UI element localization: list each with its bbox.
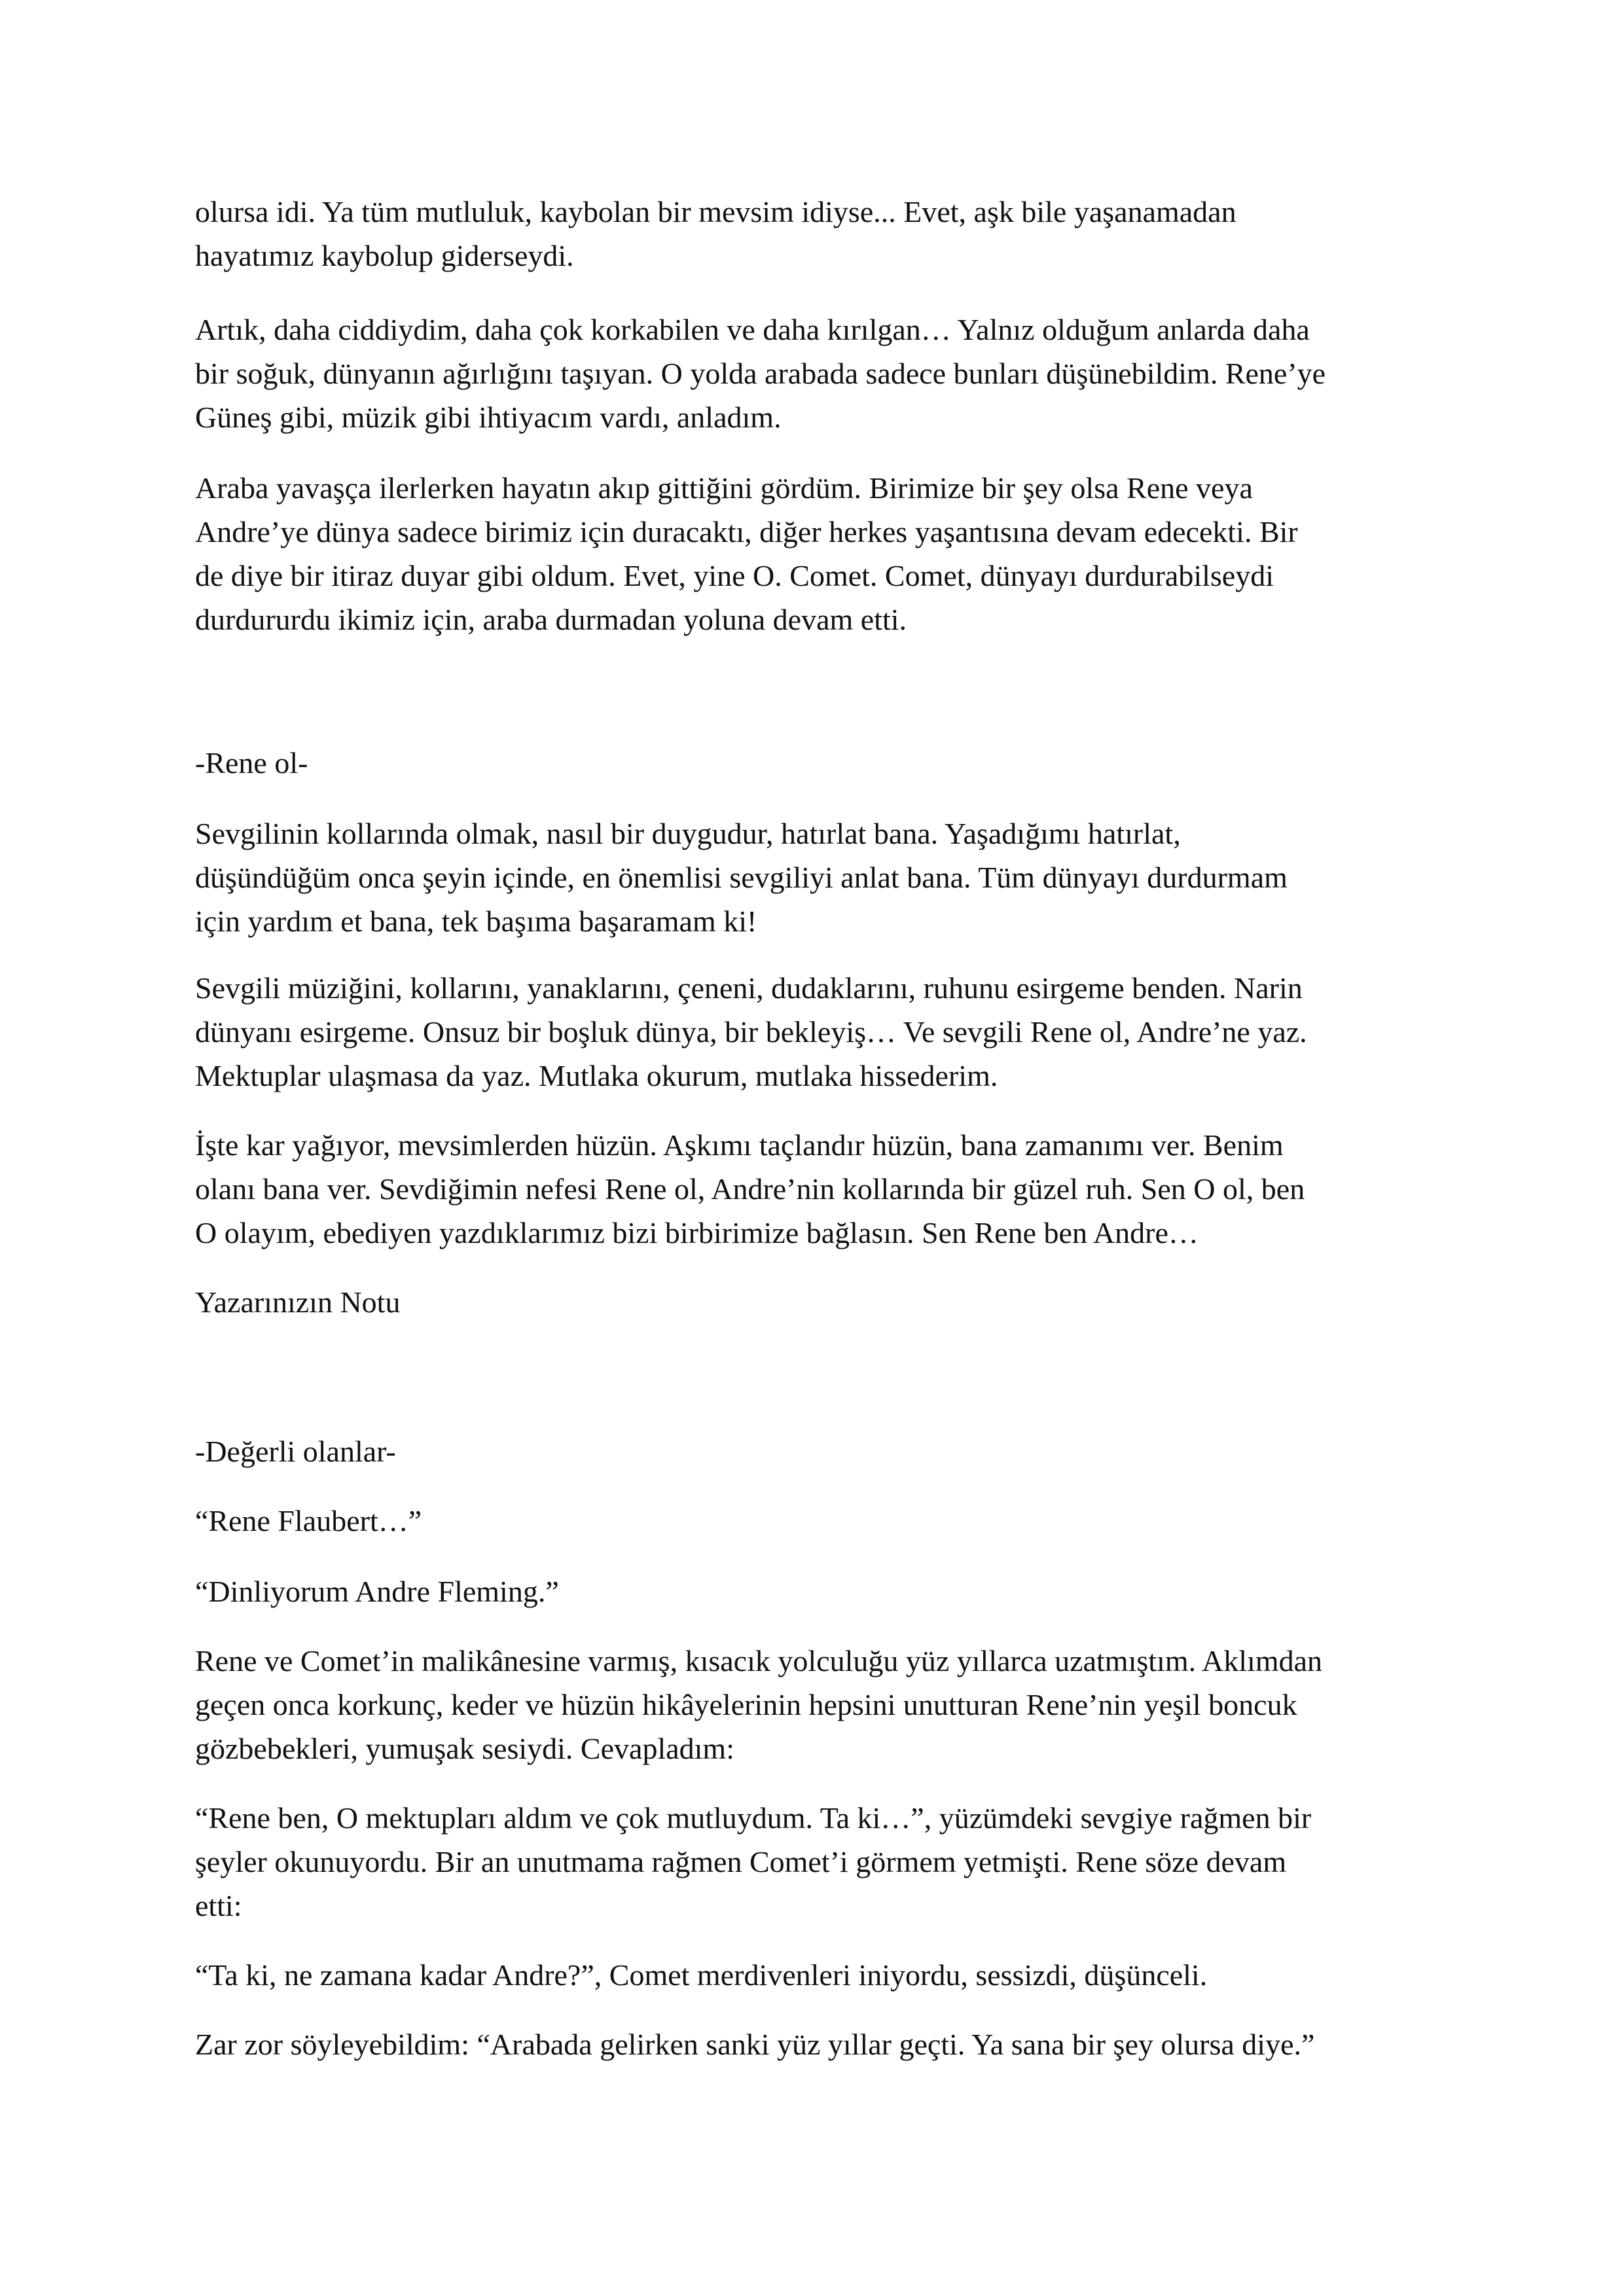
paragraph-13 <box>195 1796 1439 1928</box>
paragraph-7 <box>195 1123 1439 1255</box>
text-line: Sevgilinin kollarında olmak, nasıl bir duygudur, hatırlat bana. Yaşadığımı hatırlat, <box>195 817 1181 850</box>
text-line: Andre’ye dünya sadece birimiz için duracaktı, diğer herkes yaşantısına devam edecekti. Bir <box>195 515 1298 548</box>
paragraph-6 <box>195 966 1439 1098</box>
text-line: olursa idi. Ya tüm mutluluk, kaybolan bir mevsim idiyse... Evet, aşk bile yaşanamadan <box>195 195 1236 228</box>
text-line: Artık, daha ciddiydim, daha çok korkabilen ve daha kırılgan… Yalnız olduğum anlarda daha <box>195 313 1310 346</box>
text-line: Yazarınızın Notu <box>195 1285 401 1319</box>
text-line: hayatımız kaybolup giderseydi. <box>195 239 574 272</box>
text-line: Rene ve Comet’in malikânesine varmış, kısacık yolculuğu yüz yıllarca uzatmıştım. Aklımdan <box>195 1644 1323 1677</box>
text-line: gözbebekleri, yumuşak sesiydi. Cevapladım: <box>195 1732 734 1765</box>
paragraph-12 <box>195 1639 1439 1770</box>
paragraph-3 <box>195 466 1439 641</box>
text-line: dünyanı esirgeme. Onsuz bir boşluk dünya, bir bekleyiş… Ve sevgili Rene ol, Andre’ne yaz. <box>195 1015 1307 1049</box>
paragraph-2 <box>195 308 1439 439</box>
text-line: etti: <box>195 1889 242 1922</box>
dialogue-line-1 <box>195 1499 1439 1543</box>
text-line: olanı bana ver. Sevdiğimin nefesi Rene ol, Andre’nin kollarında bir güzel ruh. Sen O ol, ben <box>195 1172 1305 1206</box>
text-line: düşündüğüm onca şeyin içinde, en önemlisi sevgiliyi anlat bana. Tüm dünyayı durdurmam <box>195 861 1288 894</box>
text-line: için yardım et bana, tek başıma başaramam ki! <box>195 905 757 938</box>
text-line: Sevgili müziğini, kollarını, yanaklarını, çeneni, dudaklarını, ruhunu esirgeme benden. Narin <box>195 971 1303 1005</box>
text-line: de diye bir itiraz duyar gibi oldum. Evet, yine O. Comet. Comet, dünyayı durdurabilseydi <box>195 559 1274 592</box>
text-line: -Rene ol- <box>195 746 308 780</box>
text-line: “Ta ki, ne zamana kadar Andre?”, Comet merdivenleri iniyordu, sessizdi, düşünceli. <box>195 1958 1208 1992</box>
text-line: İşte kar yağıyor, mevsimlerden hüzün. Aşkımı taçlandır hüzün, bana zamanımı ver. Benim <box>195 1128 1284 1162</box>
section-heading-rene-ol <box>195 741 1439 785</box>
text-line: Mektuplar ulaşmasa da yaz. Mutlaka okurum, mutlaka hissederim. <box>195 1059 998 1092</box>
text-line: “Rene Flaubert…” <box>195 1504 422 1537</box>
text-line: Araba yavaşça ilerlerken hayatın akıp gittiğini gördüm. Birimize bir şey olsa Rene veya <box>195 471 1253 505</box>
text-line: Zar zor söyleyebildim: “Arabada gelirken sanki yüz yıllar geçti. Ya sana bir şey olursa diye.” <box>195 2028 1315 2061</box>
dialogue-line-2 <box>195 1570 1439 1613</box>
text-line: şeyler okunuyordu. Bir an unutmama rağmen Comet’i görmem yetmişti. Rene söze devam <box>195 1845 1287 1878</box>
text-line: bir soğuk, dünyanın ağırlığını taşıyan. O yolda arabada sadece bunları düşünebildim. Rene’ye <box>195 357 1326 390</box>
paragraph-14 <box>195 1953 1439 1997</box>
text-line: Güneş gibi, müzik gibi ihtiyacım vardı, anladım. <box>195 401 782 434</box>
paragraph-5 <box>195 812 1439 943</box>
text-line: O olayım, ebediyen yazdıklarımız bizi birbirimize bağlasın. Sen Rene ben Andre… <box>195 1216 1199 1249</box>
text-line: -Değerli olanlar- <box>195 1435 396 1468</box>
paragraph-15 <box>195 2022 1439 2066</box>
text-line: “Dinliyorum Andre Fleming.” <box>195 1575 559 1608</box>
section-heading-degerli-olanlar <box>195 1429 1439 1473</box>
text-line: “Rene ben, O mektupları aldım ve çok mutluydum. Ta ki…”, yüzümdeki sevgiye rağmen bir <box>195 1801 1312 1835</box>
text-line: durdururdu ikimiz için, araba durmadan yoluna devam etti. <box>195 603 907 636</box>
authors-note-heading <box>195 1280 1439 1324</box>
text-line: geçen onca korkunç, keder ve hüzün hikâyelerinin hepsini unutturan Rene’nin yeşil boncuk <box>195 1688 1297 1721</box>
paragraph-1 <box>195 190 1439 278</box>
